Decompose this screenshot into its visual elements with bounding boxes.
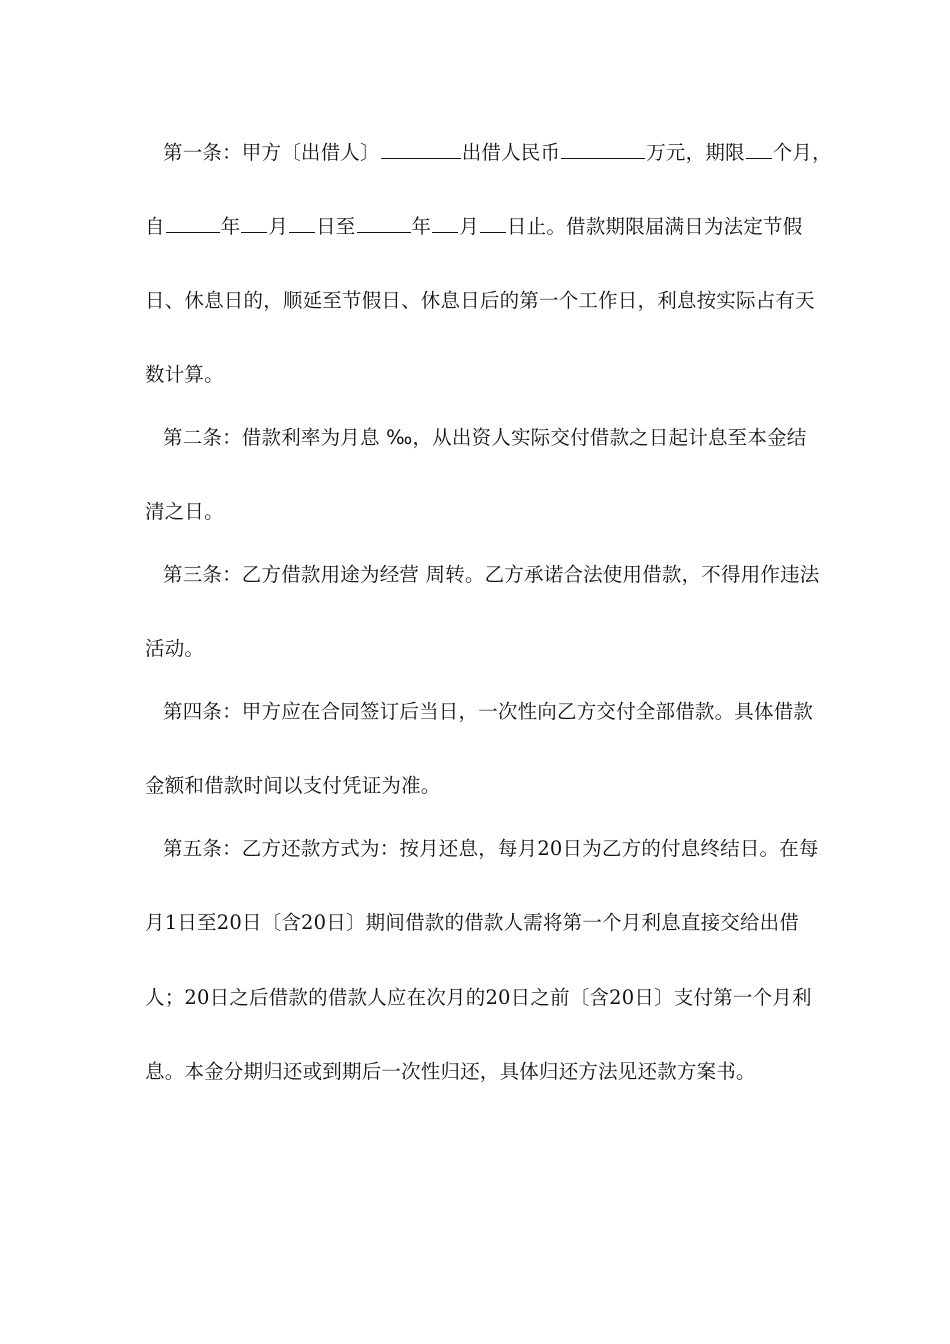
day-number: 20 [184, 986, 210, 1009]
article-3-line-2: 活动。 [145, 637, 205, 660]
day-number: 20 [609, 986, 635, 1009]
month-label: 月 [268, 215, 289, 238]
article-5-line-2-text-c: 日〔含 [241, 911, 302, 934]
to-label: 日至 [316, 215, 356, 238]
article-5-line-3 [145, 984, 812, 1012]
end-month-label: 月 [459, 215, 479, 238]
article-5-line-3-text-c: 日之前〔含 [510, 986, 610, 1009]
article-1-line-1 [163, 138, 832, 167]
start-year-blank[interactable] [166, 212, 220, 233]
article-4-line-2: 金额和借款时间以支付凭证为准。 [145, 774, 441, 797]
article-5-line-1 [163, 835, 819, 863]
day-number: 20 [301, 911, 327, 934]
day-number: 1 [164, 911, 178, 934]
end-month-blank[interactable] [432, 212, 458, 233]
article-5-line-2-text-a: 月 [145, 911, 165, 934]
article-5-line-3-text-a: 人； [145, 986, 185, 1009]
article-4-line-1: 第四条：甲方应在合同签订后当日，一次性向乙方交付全部借款。具体借款 [163, 700, 814, 723]
article-1-line-4: 数计算。 [145, 363, 224, 386]
end-day-label: 日止。借款期限届满日为法定节假 [506, 215, 803, 238]
article-5-line-2-text-b: 日至 [177, 911, 217, 934]
end-year-blank[interactable] [357, 212, 411, 233]
article-1-month-label: 个月， [772, 141, 832, 164]
article-3-line-1: 第三条：乙方借款用途为经营 周转。乙方承诺合法使用借款，不得用作违法 [163, 563, 820, 586]
article-5-line-3-text-b: 日之后借款的借款人应在次月的 [209, 986, 486, 1009]
article-1-line-2 [145, 212, 802, 241]
article-1-amount-label: 出借人民币 [461, 141, 561, 164]
article-5-text-a: 第五条：乙方还款方式为：按月还息，每月 [163, 837, 538, 860]
year-label: 年 [220, 215, 241, 238]
day-number: 20 [485, 986, 511, 1009]
article-5-line-3-text-d: 日〕支付第一个月利 [634, 986, 812, 1009]
article-5-text-b: 日为乙方的付息终结日。在每 [562, 837, 819, 860]
start-day-blank[interactable] [289, 212, 315, 233]
from-label: 自 [145, 215, 165, 238]
article-2-line-2: 清之日。 [145, 500, 224, 523]
article-1-term-label: 万元，期限 [646, 141, 745, 164]
article-5-line-2 [145, 909, 799, 937]
article-5-line-4: 息。本金分期归还或到期后一次性归还，具体归还方法见还款方案书。 [145, 1060, 756, 1083]
article-1-line-3: 日、休息日的，顺延至节假日、休息日后的第一个工作日，利息按实际占有天 [145, 289, 815, 312]
article-5-line-2-text-d: 日〕期间借款的借款人需将第一个月利息直接交给出借 [326, 911, 800, 934]
term-months-blank[interactable] [746, 138, 772, 159]
day-number: 20 [216, 911, 242, 934]
day-number: 20 [537, 837, 563, 860]
end-year-label: 年 [411, 215, 432, 238]
lender-name-blank[interactable] [381, 138, 461, 159]
loan-amount-blank[interactable] [561, 138, 645, 159]
end-day-blank[interactable] [480, 212, 506, 233]
start-month-blank[interactable] [241, 212, 267, 233]
article-2-line-1: 第二条：借款利率为月息 ‰，从出资人实际交付借款之日起计息至本金结 [163, 426, 807, 449]
article-1-lender-label: 第一条：甲方〔出借人〕 [163, 141, 380, 164]
